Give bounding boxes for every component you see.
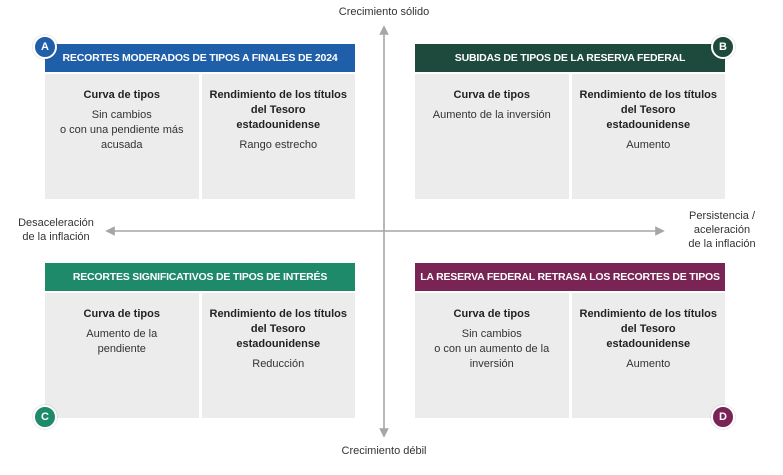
quadrant-a-body	[45, 74, 355, 199]
quadrant-d-curve-value: Sin cambios o con un aumento de la inversión	[434, 328, 550, 370]
quadrant-b-curve-title: Curva de tipos	[453, 89, 530, 101]
quadrant-d-curve-title: Curva de tipos	[453, 308, 530, 320]
quadrant-a-yield-title: Rendimiento de los títulos del Tesoro estadounidense	[209, 89, 348, 131]
axis-label-bottom: Crecimiento débil	[341, 445, 427, 457]
quadrant-c-curve-value: Aumento de la pendiente	[86, 328, 158, 355]
quadrant-c-yield-column	[202, 293, 356, 418]
quadrant-d-header: LA RESERVA FEDERAL RETRASA LOS RECORTES DE TIPOS	[415, 263, 725, 291]
quadrant-b	[415, 44, 725, 199]
axis-label-top: Crecimiento sólido	[338, 6, 430, 18]
axis-label-left-line2: de la inflación	[22, 231, 90, 243]
quadrant-d-curve-column	[415, 293, 569, 418]
quadrant-c	[45, 263, 355, 418]
quadrant-d-yield-column	[572, 293, 726, 418]
quadrant-c-body	[45, 293, 355, 418]
quadrant-a-badge: A	[33, 35, 57, 59]
quadrant-a-curve-column	[45, 74, 199, 199]
quadrant-d-yield-title: Rendimiento de los títulos del Tesoro estadounidense	[579, 308, 718, 350]
quadrant-d-yield-value: Aumento	[626, 358, 671, 370]
quadrant-b-curve-column	[415, 74, 569, 199]
quadrant-a-curve-title: Curva de tipos	[83, 89, 160, 101]
quadrant-c-yield-title: Rendimiento de los títulos del Tesoro estadounidense	[209, 308, 348, 350]
axis-label-left-line1: Desaceleración	[18, 217, 94, 229]
quadrant-c-yield-value: Reducción	[252, 358, 305, 370]
quadrant-a-yield-value: Rango estrecho	[239, 139, 318, 151]
quadrant-b-yield-title: Rendimiento de los títulos del Tesoro estadounidense	[579, 89, 718, 131]
quadrant-d	[415, 263, 725, 418]
axis-label-right-line3: de la inflación	[688, 238, 756, 250]
quadrant-d-body	[415, 293, 725, 418]
axis-label-right-line2: aceleración	[693, 224, 751, 236]
axis-label-right	[664, 209, 780, 251]
quadrant-b-yield-value: Aumento	[626, 139, 671, 151]
quadrant-b-body	[415, 74, 725, 199]
axis-label-right-line1: Persistencia /	[688, 210, 756, 222]
quadrant-c-curve-column	[45, 293, 199, 418]
quadrant-b-curve-value: Aumento de la inversión	[432, 109, 551, 121]
quadrant-c-badge: C	[33, 405, 57, 429]
quadrant-a-header: RECORTES MODERADOS DE TIPOS A FINALES DE 2024	[45, 44, 355, 72]
quadrant-a-curve-value: Sin cambios o con una pendiente más acusada	[59, 109, 184, 151]
axis-label-left	[4, 216, 108, 244]
quadrant-a-yield-column	[202, 74, 356, 199]
quadrant-b-header: SUBIDAS DE TIPOS DE LA RESERVA FEDERAL	[415, 44, 725, 72]
quadrant-d-badge: D	[711, 405, 735, 429]
quadrant-c-header: RECORTES SIGNIFICATIVOS DE TIPOS DE INTERÉS	[45, 263, 355, 291]
quadrant-b-yield-column	[572, 74, 726, 199]
quadrant-b-badge: B	[711, 35, 735, 59]
quadrant-c-curve-title: Curva de tipos	[83, 308, 160, 320]
quadrant-a	[45, 44, 355, 199]
